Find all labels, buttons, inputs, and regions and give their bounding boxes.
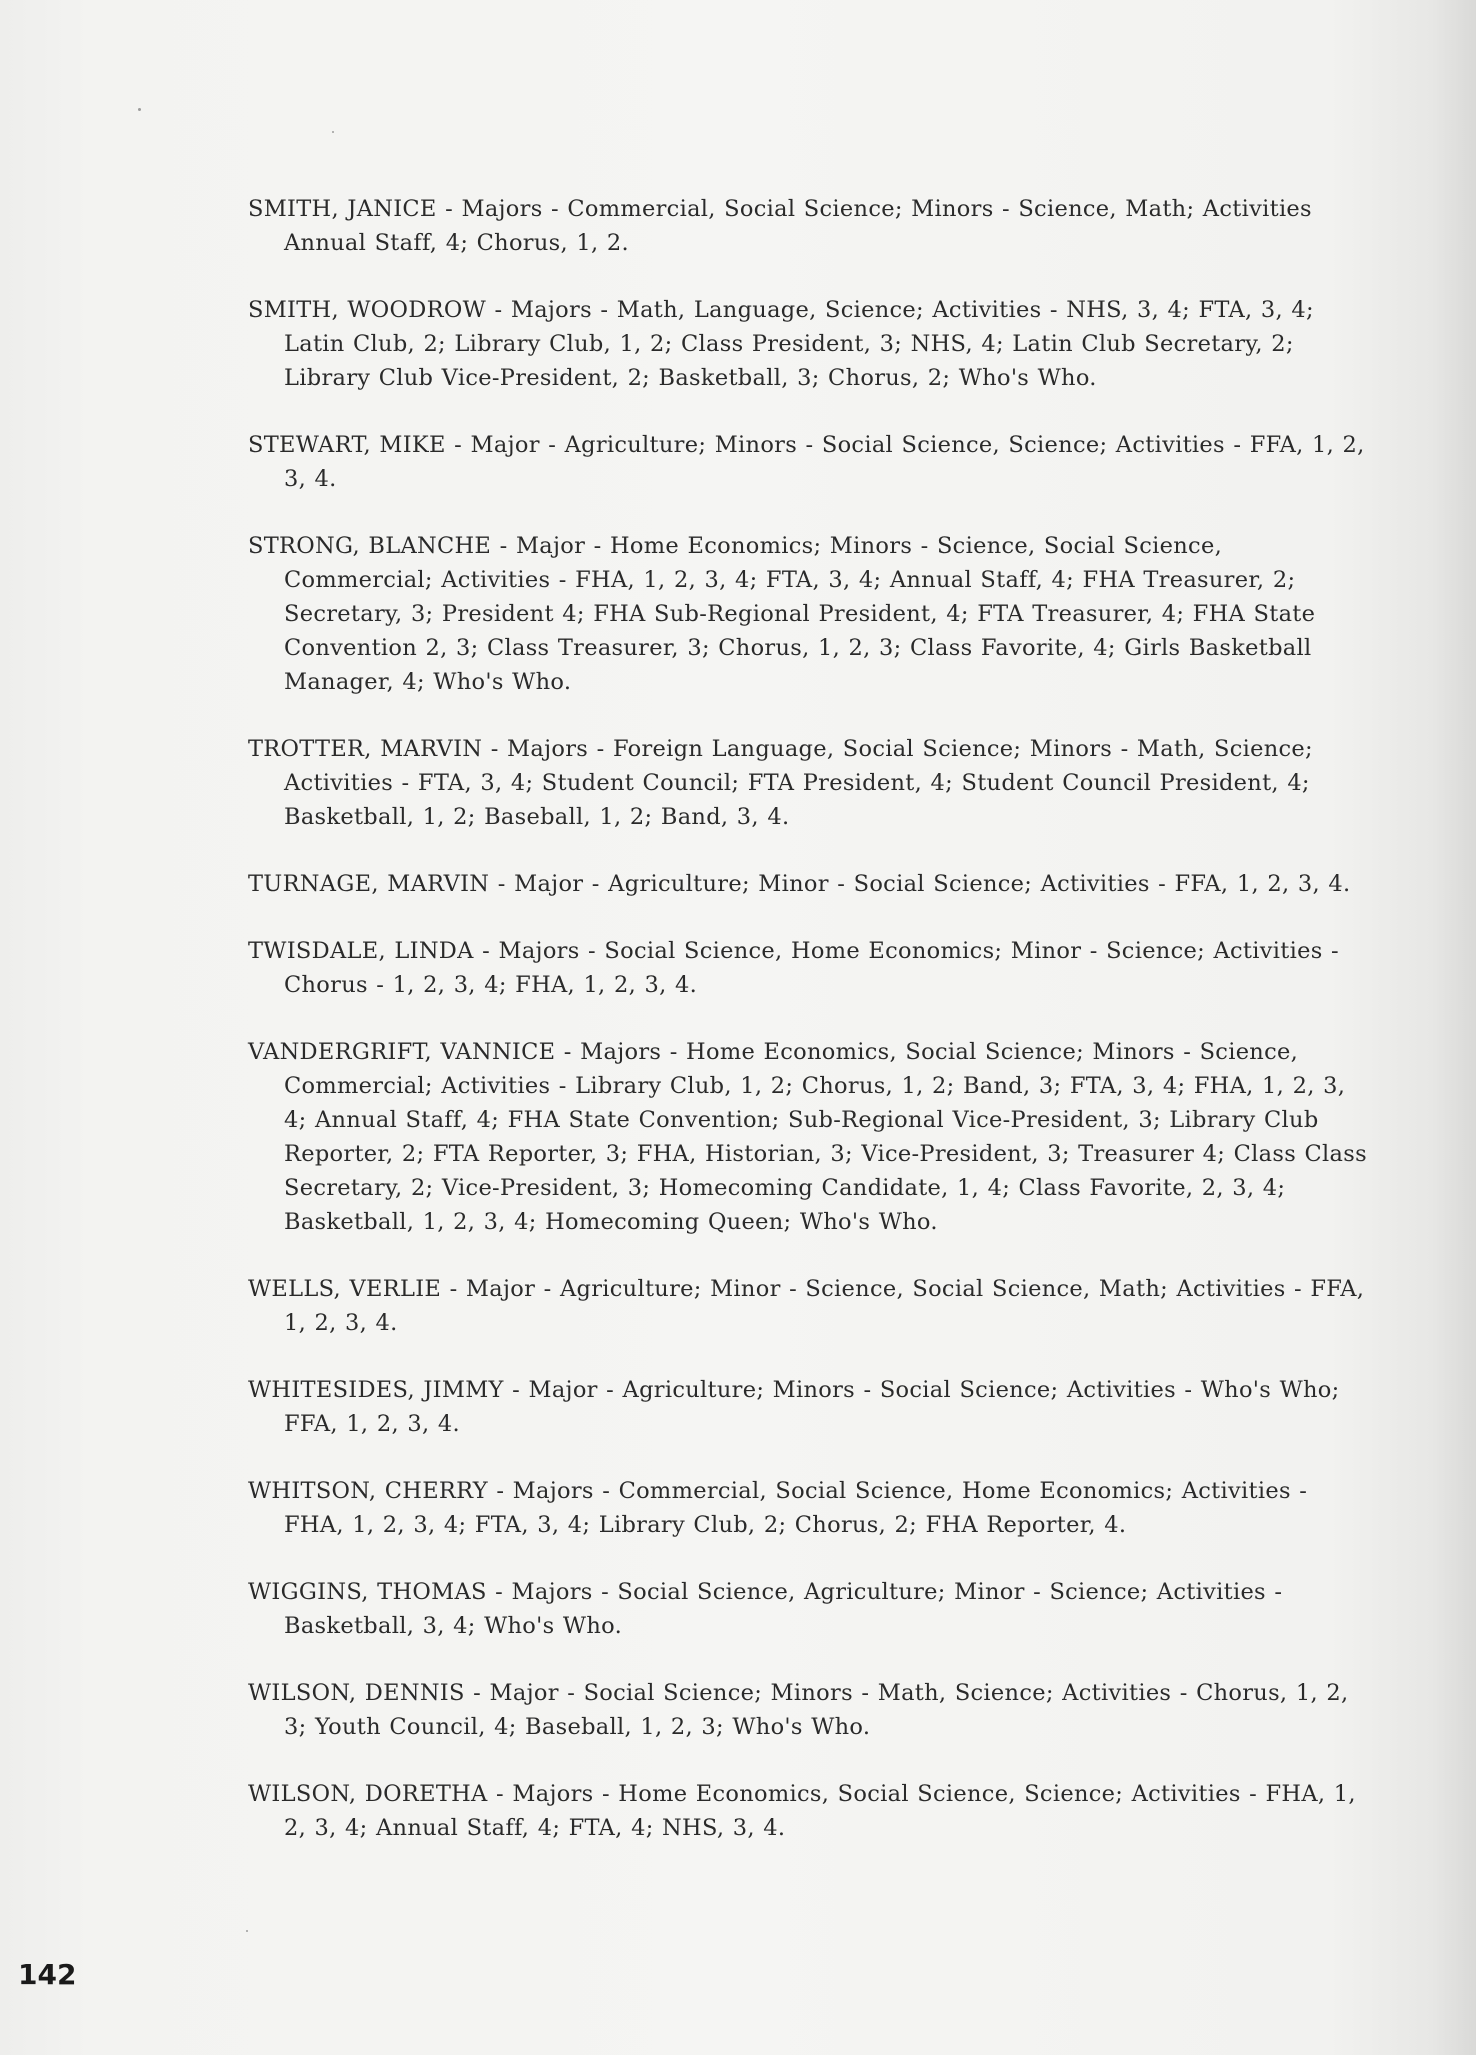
student-details: - Major - Agriculture; Minors - Social Science, Science; Activities - FFA, 1, 2, 3, 4. xyxy=(284,432,1365,492)
senior-entry xyxy=(248,293,1368,395)
paper-speck xyxy=(138,108,141,111)
student-details: - Majors - Foreign Language, Social Science; Minors - Math, Science; Activities - FTA, 3, 4; Student Council; FTA President, 4; Student Council President, 4; Basketball, 1, 2; Baseball, 1, 2; Band, 3, 4. xyxy=(284,736,1313,830)
student-details: - Majors - Social Science, Agriculture; Minor - Science; Activities - Basketball, 3, 4; Who's Who. xyxy=(284,1579,1283,1639)
senior-entry xyxy=(248,1575,1368,1643)
senior-entry xyxy=(248,1272,1368,1340)
student-name: SMITH, WOODROW xyxy=(248,297,487,323)
senior-entry xyxy=(248,1035,1368,1239)
student-name: WHITESIDES, JIMMY xyxy=(248,1377,504,1403)
senior-directory-list xyxy=(248,192,1368,1878)
student-name: WELLS, VERLIE xyxy=(248,1276,442,1302)
student-name: WILSON, DORETHA xyxy=(248,1781,488,1807)
student-details: - Major - Home Economics; Minors - Science, Social Science, Commercial; Activities - FHA, 1, 2, 3, 4; FTA, 3, 4; Annual Staff, 4; FHA Treasurer, 2; Secretary, 3; President 4; FHA Sub-Regional President, 4; FTA Treasurer, 4; FHA State Convention 2, 3; Class Treasurer, 3; Chorus, 1, 2, 3; Class Favorite, 4; Girls Basketball Manager, 4; Who's Who. xyxy=(284,533,1316,695)
page-number: 142 xyxy=(18,1958,77,1991)
paper-speck xyxy=(246,1930,248,1932)
senior-entry xyxy=(248,1777,1368,1845)
student-details: - Major - Agriculture; Minors - Social Science; Activities - Who's Who; FFA, 1, 2, 3, 4. xyxy=(284,1377,1340,1437)
student-name: VANDERGRIFT, VANNICE xyxy=(248,1039,556,1065)
senior-entry xyxy=(248,1474,1368,1542)
student-name: WIGGINS, THOMAS xyxy=(248,1579,487,1605)
student-details: - Major - Agriculture; Minor - Science, Social Science, Math; Activities - FFA, 1, 2, 3, 4. xyxy=(284,1276,1365,1336)
student-name: STRONG, BLANCHE xyxy=(248,533,492,559)
senior-entry xyxy=(248,192,1368,260)
student-details: - Major - Social Science; Minors - Math, Science; Activities - Chorus, 1, 2, 3; Youth Council, 4; Baseball, 1, 2, 3; Who's Who. xyxy=(284,1680,1349,1740)
senior-entry xyxy=(248,428,1368,496)
senior-entry xyxy=(248,867,1368,901)
senior-entry xyxy=(248,529,1368,699)
student-details: - Majors - Home Economics, Social Science; Minors - Science, Commercial; Activities - Library Club, 1, 2; Chorus, 1, 2; Band, 3; FTA, 3, 4; FHA, 1, 2, 3, 4; Annual Staff, 4; FHA State Convention; Sub-Regional Vice-President, 3; Library Club Reporter, 2; FTA Reporter, 3; FHA, Historian, 3; Vice-President, 3; Treasurer 4; Class Class Secretary, 2; Vice-President, 3; Homecoming Candidate, 1, 4; Class Favorite, 2, 3, 4; Basketball, 1, 2, 3, 4; Homecoming Queen; Who's Who. xyxy=(284,1039,1367,1235)
student-details: - Majors - Math, Language, Science; Activities - NHS, 3, 4; FTA, 3, 4; Latin Club, 2; Library Club, 1, 2; Class President, 3; NHS, 4; Latin Club Secretary, 2; Library Club Vice-President, 2; Basketball, 3; Chorus, 2; Who's Who. xyxy=(284,297,1314,391)
senior-entry xyxy=(248,732,1368,834)
paper-speck xyxy=(332,131,334,133)
student-name: TROTTER, MARVIN xyxy=(248,736,483,762)
senior-entry xyxy=(248,934,1368,1002)
student-details: - Majors - Commercial, Social Science, Home Economics; Activities - FHA, 1, 2, 3, 4; FTA, 3, 4; Library Club, 2; Chorus, 2; FHA Reporter, 4. xyxy=(284,1478,1308,1538)
student-name: TURNAGE, MARVIN xyxy=(248,871,490,897)
student-details: - Major - Agriculture; Minor - Social Science; Activities - FFA, 1, 2, 3, 4. xyxy=(489,871,1351,897)
student-details: - Majors - Social Science, Home Economics; Minor - Science; Activities - Chorus - 1, 2, 3, 4; FHA, 1, 2, 3, 4. xyxy=(284,938,1339,998)
student-name: TWISDALE, LINDA xyxy=(248,938,474,964)
student-name: WILSON, DENNIS xyxy=(248,1680,465,1706)
senior-entry xyxy=(248,1373,1368,1441)
student-details: - Majors - Home Economics, Social Science, Science; Activities - FHA, 1, 2, 3, 4; Annual Staff, 4; FTA, 4; NHS, 3, 4. xyxy=(284,1781,1356,1841)
student-name: STEWART, MIKE xyxy=(248,432,446,458)
student-name: WHITSON, CHERRY xyxy=(248,1478,488,1504)
student-name: SMITH, JANICE xyxy=(248,196,437,222)
student-details: - Majors - Commercial, Social Science; Minors - Science, Math; Activities Annual Staff, 4; Chorus, 1, 2. xyxy=(284,196,1312,256)
senior-entry xyxy=(248,1676,1368,1744)
